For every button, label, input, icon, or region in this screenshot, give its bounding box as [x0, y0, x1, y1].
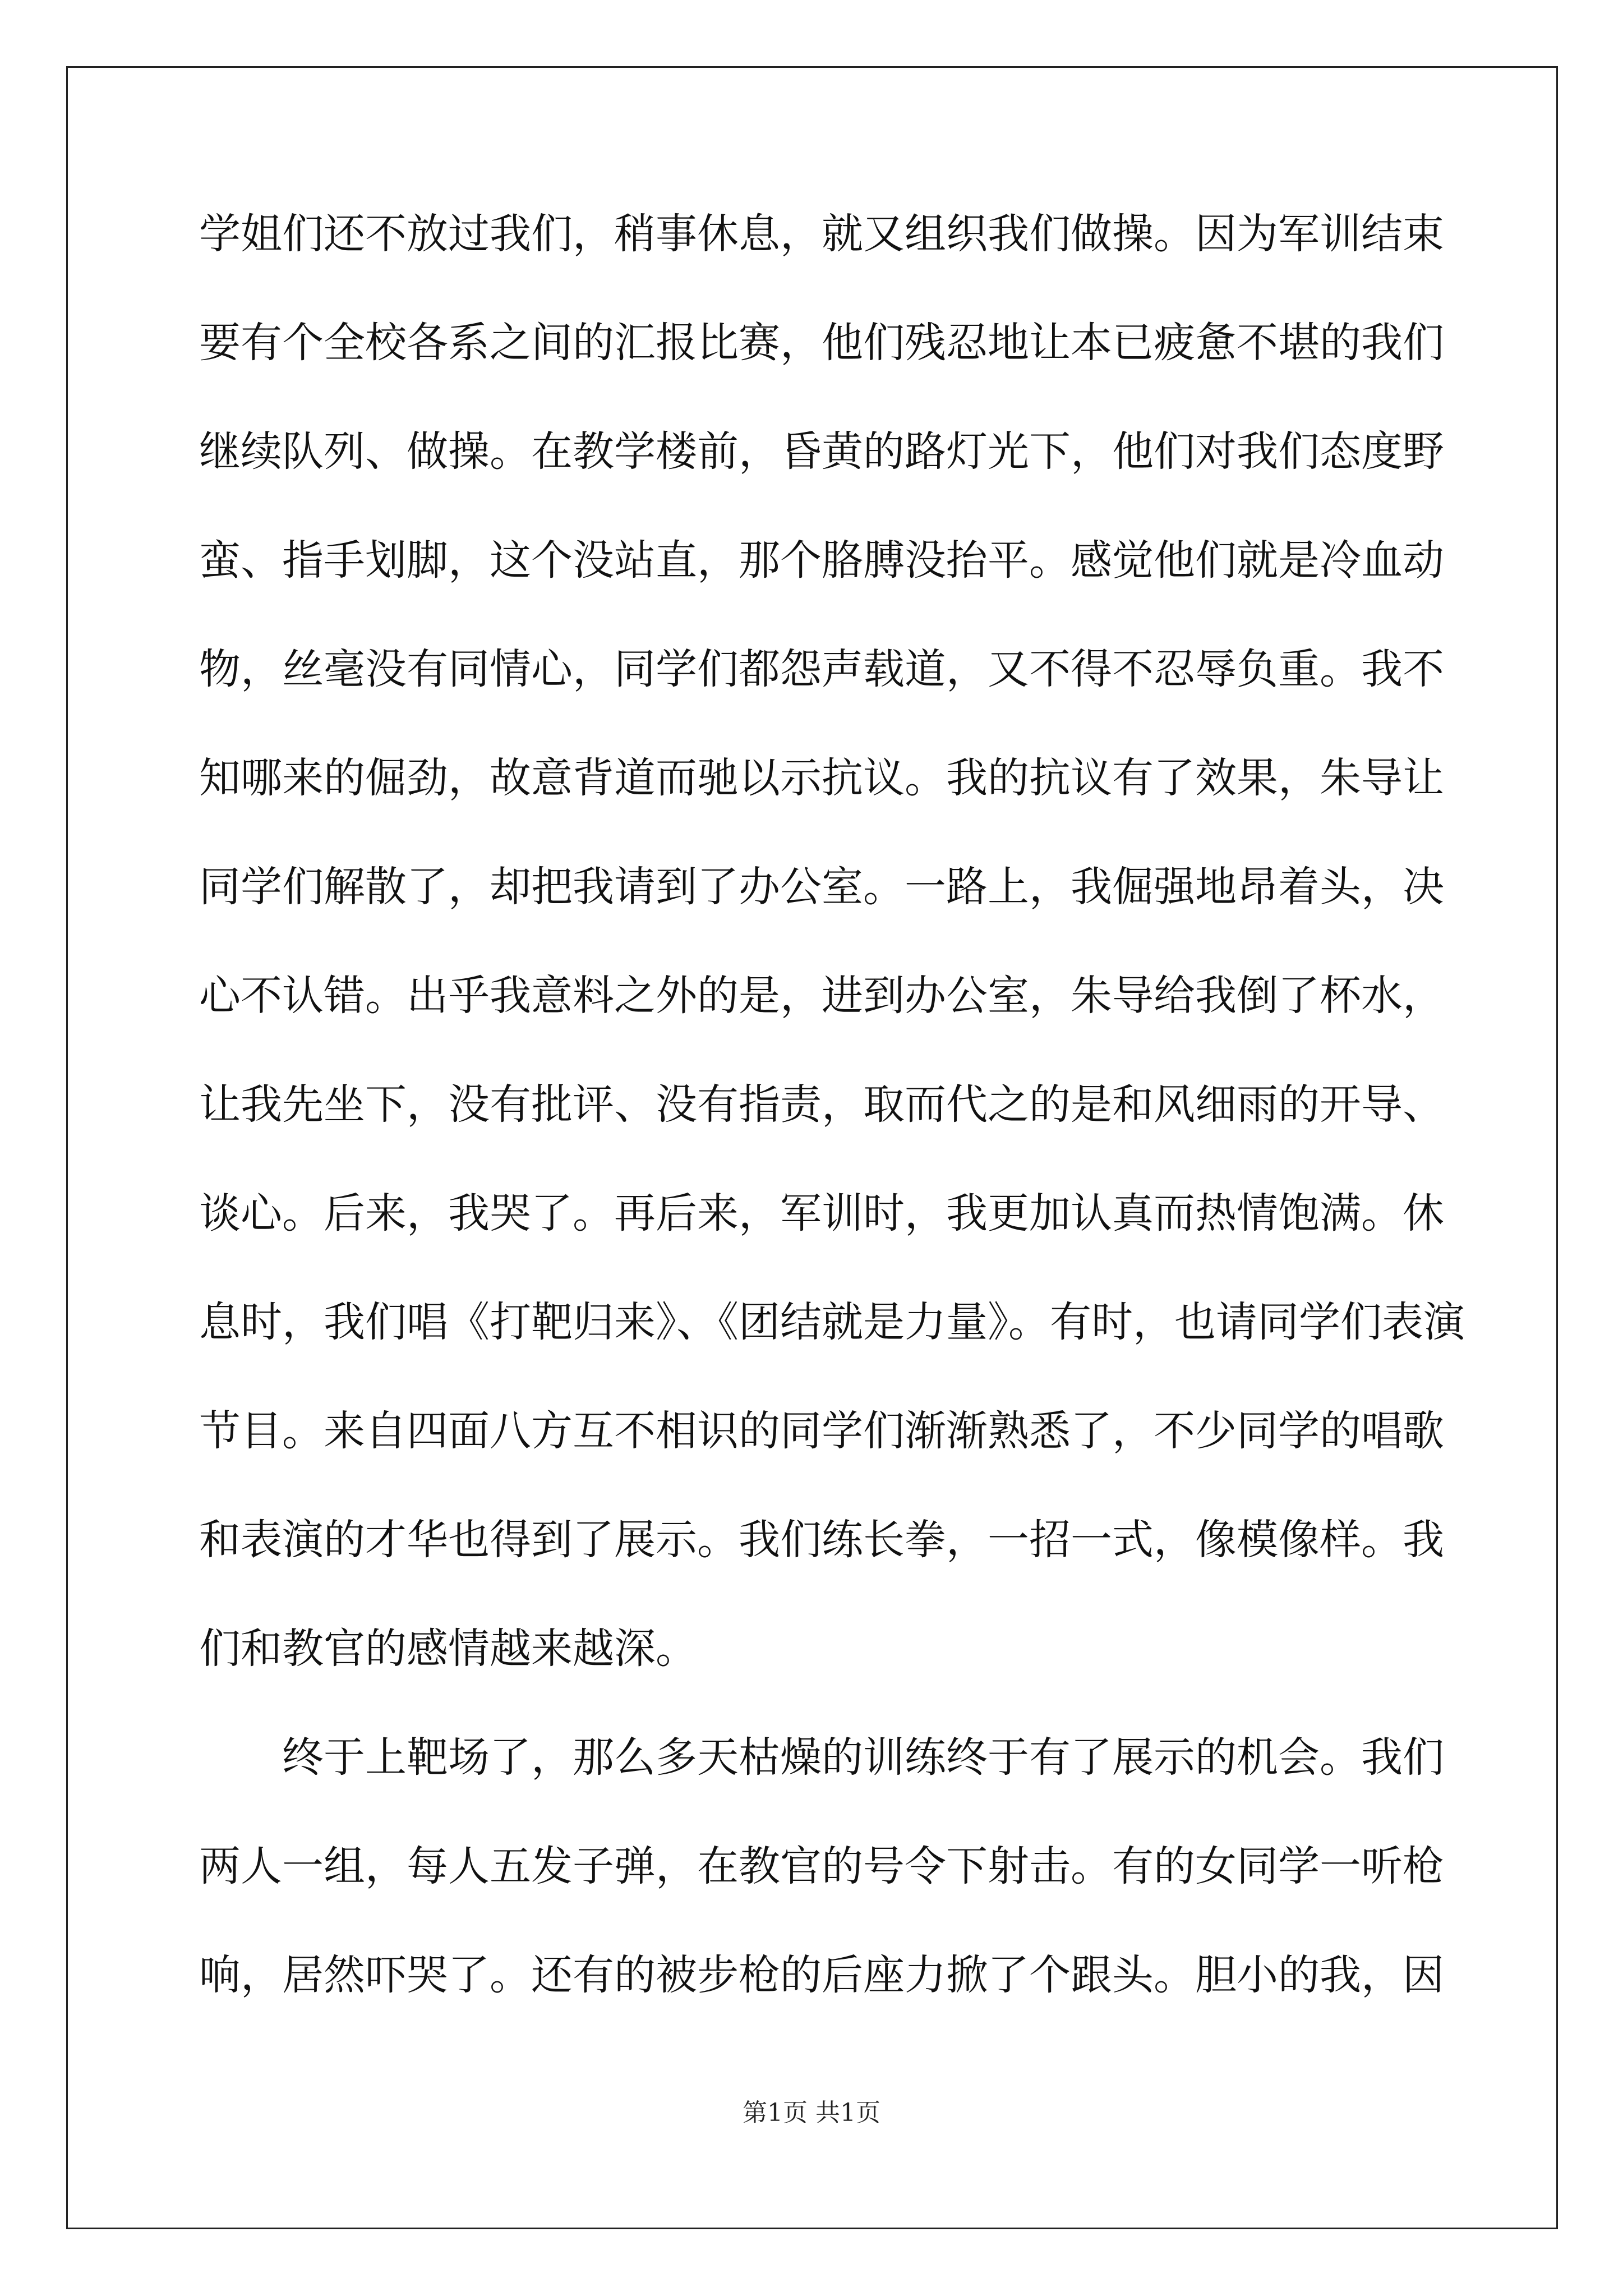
- text-line: 响，居然吓哭了。还有的被步枪的后座力掀了个跟头。胆小的我，因: [199, 1951, 1444, 1999]
- text-line: 终于上靶场了，那么多天枯燥的训练终于有了展示的机会。我们: [282, 1733, 1444, 1782]
- text-line: 要有个全校各系之间的汇报比赛，他们残忍地让本已疲惫不堪的我们: [199, 319, 1444, 367]
- text-line: 让我先坐下，没有批评、没有指责，取而代之的是和风细雨的开导、: [199, 1080, 1444, 1129]
- text-line: 同学们解散了，却把我请到了办公室。一路上，我倔强地昂着头，决: [199, 863, 1444, 911]
- text-line: 和表演的才华也得到了展示。我们练长拳，一招一式，像模像样。我: [199, 1516, 1444, 1564]
- text-line: 学姐们还不放过我们，稍事休息，就又组织我们做操。因为军训结束: [199, 210, 1444, 258]
- text-line: 心不认错。出乎我意料之外的是，进到办公室，朱导给我倒了杯水，: [199, 972, 1444, 1020]
- text-line: 节目。来自四面八方互不相识的同学们渐渐熟悉了，不少同学的唱歌: [199, 1407, 1444, 1455]
- text-line: 物，丝毫没有同情心，同学们都怨声载道，又不得不忍辱负重。我不: [199, 645, 1444, 693]
- document-body: [199, 210, 1465, 2063]
- paragraph: [199, 210, 1465, 1737]
- text-line: 知哪来的倔劲，故意背道而驰以示抗议。我的抗议有了效果，朱导让: [199, 754, 1444, 802]
- text-line: 息时，我们唱《打靶归来》、《团结就是力量》。有时，也请同学们表演: [199, 1298, 1465, 1346]
- text-line: 继续队列、做操。在教学楼前，昏黄的路灯光下，他们对我们态度野: [199, 427, 1444, 476]
- text-line: 谈心。后来，我哭了。再后来，军训时，我更加认真而热情饱满。休: [199, 1189, 1444, 1237]
- page-footer: 第1页 共1页: [743, 2099, 880, 2127]
- text-line: 们和教官的感情越来越深。: [199, 1625, 697, 1673]
- paragraph: [199, 1733, 1444, 2063]
- text-line: 蛮、指手划脚，这个没站直，那个胳膊没抬平。感觉他们就是冷血动: [199, 536, 1444, 585]
- text-line: 两人一组，每人五发子弹，在教官的号令下射击。有的女同学一听枪: [199, 1842, 1444, 1890]
